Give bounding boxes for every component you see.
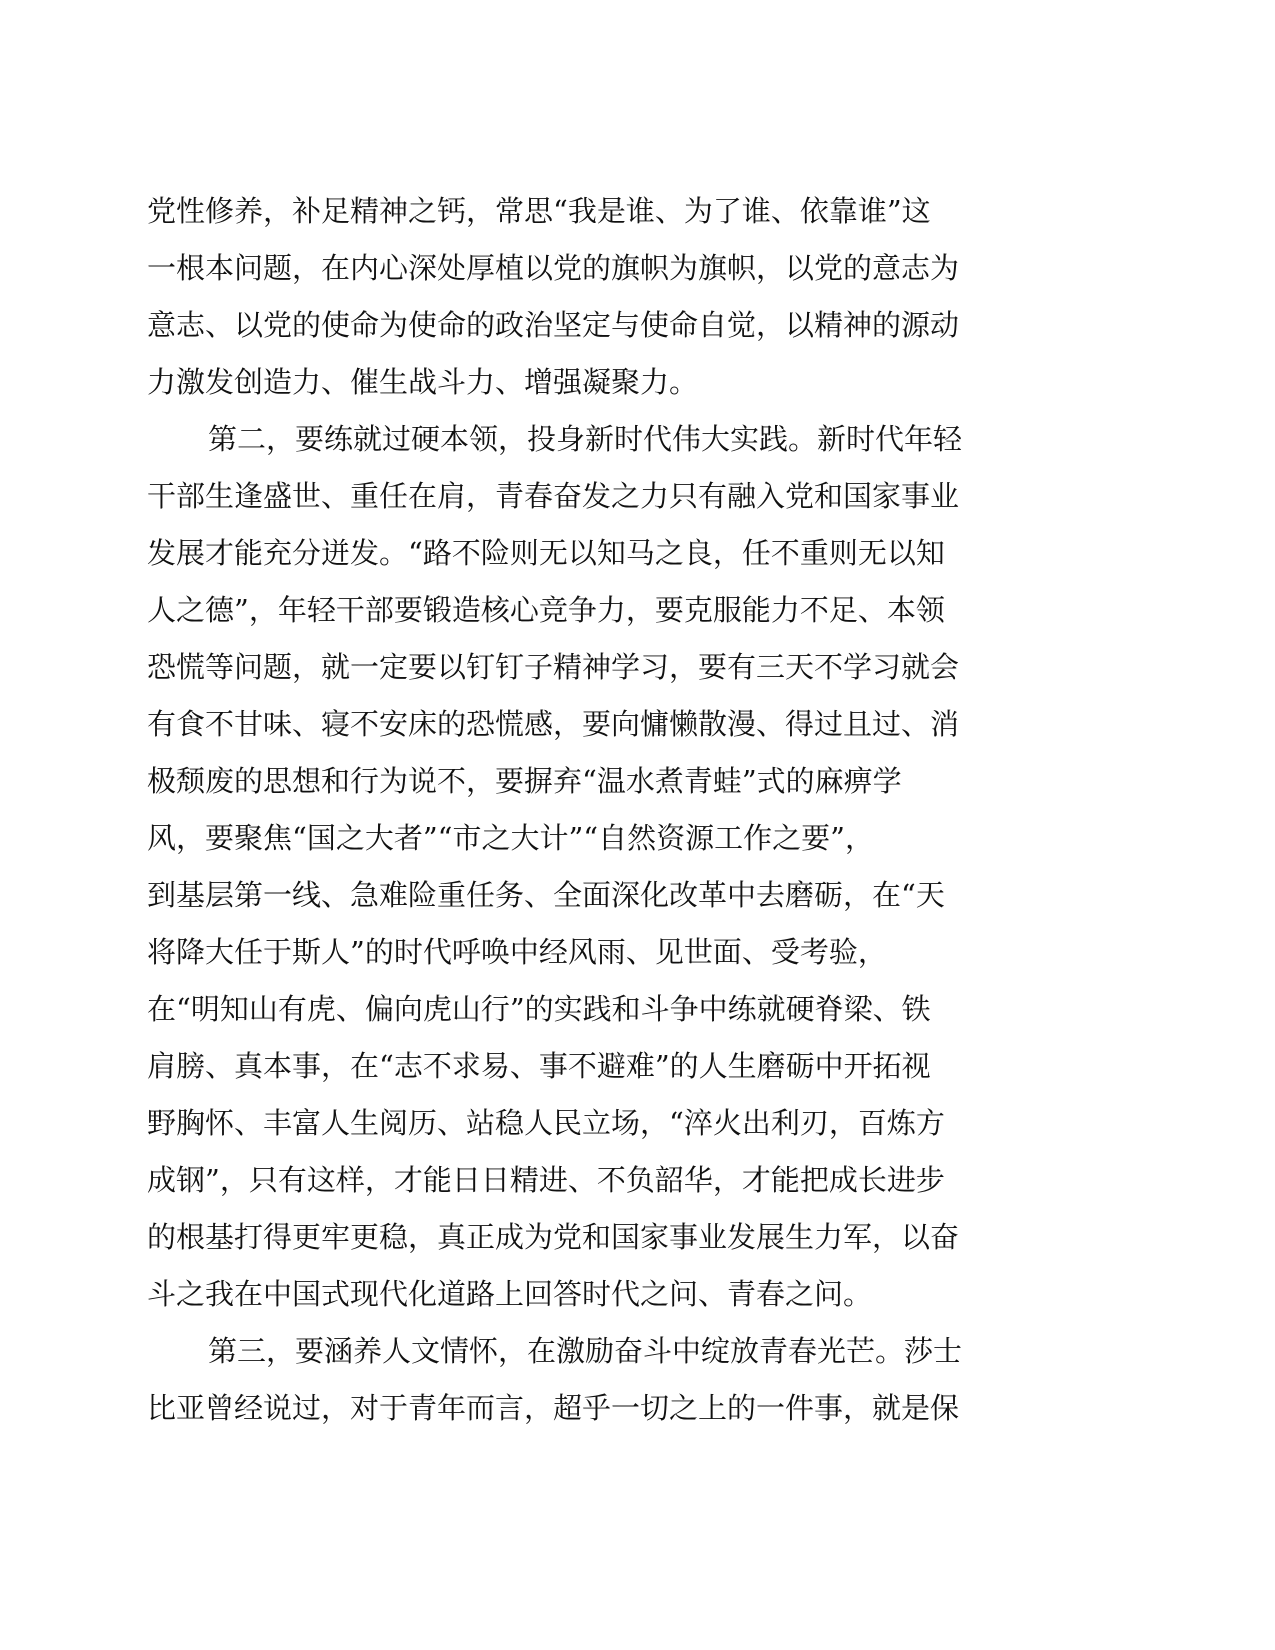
- text-line: 成钢”，只有这样，才能日日精进、不负韶华，才能把成长进步: [147, 1163, 945, 1197]
- text-line: 风，要聚焦“国之大者”“市之大计”“自然资源工作之要”，: [147, 821, 874, 855]
- text-line: 将降大任于斯人”的时代呼唤中经风雨、见世面、受考验，: [147, 935, 887, 969]
- text-line: 斗之我在中国式现代化道路上回答时代之问、青春之问。: [147, 1277, 873, 1311]
- text-line: 在“明知山有虎、偏向虎山行”的实践和斗争中练就硬脊梁、铁: [147, 992, 931, 1026]
- text-line: 的根基打得更牢更稳，真正成为党和国家事业发展生力军，以奋: [147, 1220, 960, 1254]
- text-line: 比亚曾经说过，对于青年而言，超乎一切之上的一件事，就是保: [147, 1391, 960, 1425]
- text-line: 人之德”，年轻干部要锻造核心竞争力，要克服能力不足、本领: [147, 593, 945, 627]
- text-line: 极颓废的思想和行为说不，要摒弃“温水煮青蛙”式的麻痹学: [147, 764, 902, 798]
- text-line: 恐慌等问题，就一定要以钉钉子精神学习，要有三天不学习就会: [147, 650, 960, 684]
- text-line: 肩膀、真本事，在“志不求易、事不避难”的人生磨砺中开拓视: [147, 1049, 931, 1083]
- text-line: 一根本问题，在内心深处厚植以党的旗帜为旗帜，以党的意志为: [147, 251, 960, 285]
- text-line: 有食不甘味、寝不安床的恐慌感，要向慵懒散漫、得过且过、消: [147, 707, 960, 741]
- text-line: 野胸怀、丰富人生阅历、站稳人民立场，“淬火出利刃，百炼方: [147, 1106, 945, 1140]
- text-line: 发展才能充分迸发。“路不险则无以知马之良，任不重则无以知: [147, 536, 945, 570]
- text-line: 干部生逢盛世、重任在肩，青春奋发之力只有融入党和国家事业: [147, 479, 960, 513]
- text-line: 力激发创造力、催生战斗力、增强凝聚力。: [147, 365, 699, 399]
- text-line: 意志、以党的使命为使命的政治坚定与使命自觉，以精神的源动: [147, 308, 960, 342]
- text-line: 党性修养，补足精神之钙，常思“我是谁、为了谁、依靠谁”这: [147, 194, 931, 228]
- paragraph-first-line: 第二，要练就过硬本领，投身新时代伟大实践。新时代年轻: [208, 422, 963, 456]
- text-line: 到基层第一线、急难险重任务、全面深化改革中去磨砺，在“天: [147, 878, 945, 912]
- paragraph-first-line: 第三，要涵养人文情怀，在激励奋斗中绽放青春光芒。莎士: [208, 1334, 963, 1368]
